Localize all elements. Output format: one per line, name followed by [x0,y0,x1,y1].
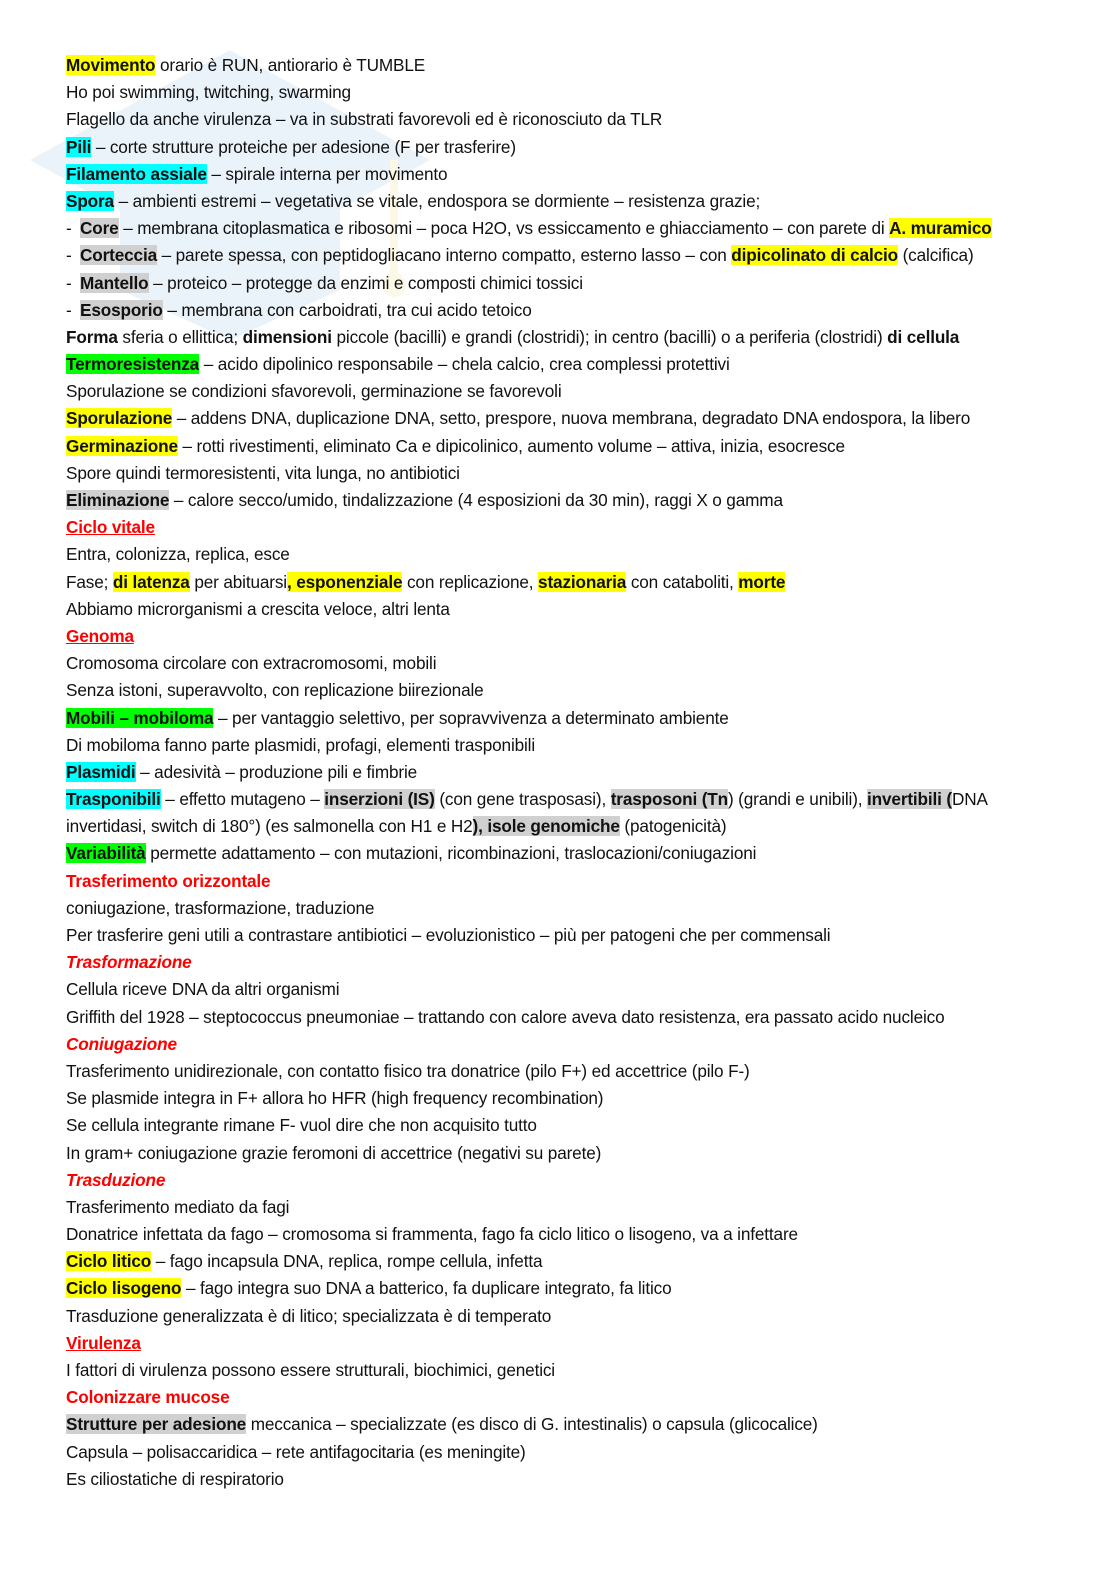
highlighted-term: inserzioni (IS) [324,789,435,810]
text-line [66,405,1076,432]
text-segment: Es ciliostatiche di respiratorio [66,1468,284,1489]
text-line [66,1112,1076,1139]
text-segment: – fago incapsula DNA, replica, rompe cellula, infetta [151,1251,543,1272]
bold-term: di cellula [887,326,960,347]
highlighted-term: Corteccia [80,245,157,266]
heading-text: Virulenza [66,1332,141,1353]
section-heading [66,623,1076,650]
text-segment: – acido dipolinico responsabile – chela calcio, crea complessi protettivi [199,354,730,375]
heading-text: Trasduzione [66,1169,166,1190]
bullet-dash: - [66,218,72,239]
text-segment: orario è RUN, antiorario è TUMBLE [155,55,426,75]
text-segment: – adesività – produzione pili e fimbrie [135,761,418,782]
text-line [66,1439,1076,1466]
text-segment: Donatrice infettata da fago – cromosoma si frammenta, fago fa ciclo litico o lisogeno, va a infettare [66,1224,798,1245]
text-segment: Sporulazione se condizioni sfavorevoli, germinazione se favorevoli [66,381,562,402]
highlighted-term: dipicolinato di calcio [731,245,898,266]
text-line [66,1058,1076,1085]
text-line [66,378,1076,405]
text-line [66,1357,1076,1384]
text-segment: Trasferimento mediato da fagi [66,1196,290,1217]
text-line [66,705,1076,732]
text-segment: per abituarsi [189,571,287,592]
text-segment: (patogenicità) [619,816,727,837]
highlighted-term: di latenza [112,571,190,592]
text-line [66,596,1076,623]
bullet-dash: - [66,245,72,266]
text-line [66,541,1076,568]
highlighted-term: trasposoni (Tn [610,789,728,810]
bullet-dash: - [66,299,72,320]
text-segment: – addens DNA, duplicazione DNA, setto, prespore, nuova membrana, degradato DNA endospora, la libero [172,408,971,429]
text-line [66,433,1076,460]
highlighted-term: Pili [66,136,92,157]
text-line [66,134,1076,161]
highlighted-term: Ciclo lisogeno [66,1278,182,1299]
text-line [66,106,1076,133]
text-line [66,161,1076,188]
document-body [66,52,1076,1493]
text-line [66,569,1076,596]
text-segment: – membrana con carboidrati, tra cui acido tetoico [162,299,532,320]
text-line [66,813,1076,840]
section-heading [66,1384,1076,1411]
highlighted-term: Core [80,218,119,239]
highlighted-term: , esponenziale [286,571,403,592]
text-segment: – spirale interna per movimento [206,163,448,184]
text-segment: – effetto mutageno – [160,789,325,810]
text-line [66,1194,1076,1221]
bullet-item [66,270,1076,297]
highlighted-term: Strutture per adesione [66,1414,247,1435]
text-line [66,759,1076,786]
highlighted-term: Trasponibili [66,789,161,810]
highlighted-term: Germinazione [66,435,178,456]
highlighted-term: Mantello [80,272,149,293]
text-segment: Se plasmide integra in F+ allora ho HFR (high frequency recombination) [66,1088,604,1109]
bullet-item [66,242,1076,269]
text-segment: Ho poi swimming, twitching, swarming [66,82,351,103]
highlighted-term: Movimento [66,55,156,75]
section-heading [66,1031,1076,1058]
text-segment: Griffith del 1928 – steptococcus pneumoniae – trattando con calore aveva dato resistenza, era passato acido nucleico [66,1006,945,1027]
bullet-dash: - [66,272,72,293]
text-segment: (calcifica) [897,245,974,266]
text-segment: Flagello da anche virulenza – va in substrati favorevoli ed è riconosciuto da TLR [66,109,663,130]
text-segment: Trasduzione generalizzata è di litico; specializzata è di temperato [66,1305,552,1326]
text-line [66,1303,1076,1330]
heading-text: Ciclo vitale [66,517,155,538]
text-line [66,786,1076,813]
section-heading [66,1330,1076,1357]
text-segment: con cataboliti, [626,571,739,592]
bold-term: Forma [66,326,118,347]
bold-term: dimensioni [242,326,332,347]
bullet-item [66,215,1076,242]
highlighted-term: Plasmidi [66,761,136,782]
text-segment: Capsula – polisaccaridica – rete antifagocitaria (es meningite) [66,1441,526,1462]
highlighted-term: ), isole genomiche [472,816,620,837]
text-segment: Per trasferire geni utili a contrastare antibiotici – evoluzionistico – più per patogeni che per commensali [66,925,831,945]
text-line [66,1275,1076,1302]
text-line [66,1085,1076,1112]
text-line [66,650,1076,677]
text-line [66,351,1076,378]
text-segment: Senza istoni, superavvolto, con replicazione biirezionale [66,680,484,701]
highlighted-term: invertibili ( [867,789,952,810]
text-line [66,1411,1076,1438]
highlighted-term: morte [738,571,786,592]
section-heading [66,949,1076,976]
highlighted-term: Filamento assiale [66,163,207,184]
text-segment: ) (grandi e unibili), [727,789,868,810]
text-segment: meccanica – specializzate (es disco di G. intestinalis) o capsula (glicocalice) [246,1414,818,1435]
heading-text: Trasformazione [66,952,192,973]
heading-text: Colonizzare mucose [66,1387,230,1408]
text-line [66,840,1076,867]
text-segment: DNA [951,789,988,810]
text-segment: permette adattamento – con mutazioni, ricombinazioni, traslocazioni/coniugazioni [145,843,757,864]
text-line [66,79,1076,106]
text-segment: – corte strutture proteiche per adesione (F per trasferire) [91,136,516,157]
highlighted-term: A. muramico [889,218,992,239]
text-line [66,1466,1076,1493]
text-line [66,188,1076,215]
text-line [66,324,1076,351]
text-segment: sferia o ellittica; [117,326,243,347]
text-segment: Fase; [66,571,113,592]
heading-text: Genoma [66,625,134,646]
heading-text: Coniugazione [66,1033,177,1054]
text-line [66,732,1076,759]
text-segment: Cellula riceve DNA da altri organismi [66,979,340,1000]
highlighted-term: Variabilità [66,843,146,864]
text-line [66,460,1076,487]
text-segment: invertidasi, switch di 180°) (es salmonella con H1 e H2 [66,816,473,837]
text-segment: – parete spessa, con peptidogliacano interno compatto, esterno lasso – con [156,245,732,266]
text-line [66,922,1076,949]
highlighted-term: Ciclo litico [66,1251,152,1272]
text-segment: – ambienti estremi – vegetativa se vitale, endospora se dormiente – resistenza grazie; [113,190,761,211]
text-line [66,895,1076,922]
highlighted-term: Spora [66,190,114,211]
text-line [66,487,1076,514]
text-line [66,1004,1076,1031]
text-line [66,52,1076,79]
text-segment: Trasferimento unidirezionale, con contatto fisico tra donatrice (pilo F+) ed accettrice (pilo F-) [66,1060,750,1081]
text-segment: I fattori di virulenza possono essere strutturali, biochimici, genetici [66,1360,555,1380]
text-segment: con replicazione, [402,571,539,592]
text-line [66,1248,1076,1275]
text-segment: – per vantaggio selettivo, per sopravvivenza a determinato ambiente [213,707,729,728]
text-line [66,1221,1076,1248]
text-segment: Cromosoma circolare con extracromosomi, mobili [66,653,437,674]
text-segment: coniugazione, trasformazione, traduzione [66,897,375,918]
section-heading [66,514,1076,541]
highlighted-term: Mobili – mobiloma [66,707,214,728]
text-segment: piccole (bacilli) e grandi (clostridi); in centro (bacilli) o a periferia (clostridi) [331,326,888,347]
text-segment: Di mobiloma fanno parte plasmidi, profagi, elementi trasponibili [66,734,536,755]
section-heading [66,1167,1076,1194]
highlighted-term: Esosporio [80,299,163,320]
text-segment: – proteico – protegge da enzimi e composti chimici tossici [148,272,583,293]
highlighted-term: Sporulazione [66,408,173,429]
highlighted-term: stazionaria [538,571,627,592]
text-segment: (con gene trasposasi), [434,789,611,810]
text-segment: – fago integra suo DNA a batterico, fa duplicare integrato, fa litico [181,1278,672,1299]
text-segment: Se cellula integrante rimane F- vuol dire che non acquisito tutto [66,1115,537,1136]
section-heading [66,868,1076,895]
text-segment: Abbiamo microrganismi a crescita veloce, altri lenta [66,598,450,619]
text-segment: Spore quindi termoresistenti, vita lunga, no antibiotici [66,462,460,483]
bullet-item [66,297,1076,324]
text-line [66,1140,1076,1167]
text-line [66,976,1076,1003]
heading-text: Trasferimento orizzontale [66,870,271,891]
text-segment: Entra, colonizza, replica, esce [66,544,290,565]
text-segment: – rotti rivestimenti, eliminato Ca e dipicolinico, aumento volume – attiva, inizia, esocresce [177,435,845,456]
text-segment: – calore secco/umido, tindalizzazione (4 esposizioni da 30 min), raggi X o gamma [169,490,783,510]
text-segment: In gram+ coniugazione grazie feromoni di accettrice (negativi su parete) [66,1142,602,1163]
text-line [66,677,1076,704]
text-segment: – membrana citoplasmatica e ribosomi – poca H2O, vs essiccamento e ghiacciamento – con parete di [118,218,890,239]
highlighted-term: Eliminazione [66,490,170,510]
highlighted-term: Termoresistenza [66,354,200,375]
